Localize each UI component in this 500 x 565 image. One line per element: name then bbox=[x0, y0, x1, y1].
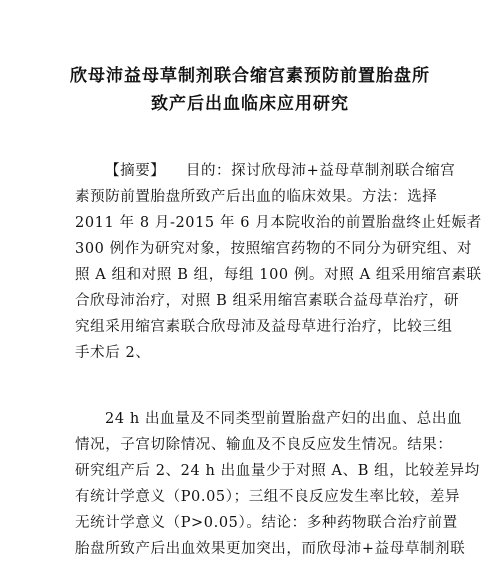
abstract-line: 合欣母沛治疗，对照 B 组采用缩宫素联合益母草治疗，研 bbox=[75, 293, 460, 309]
title-line-2: 致产后出血临床应用研究 bbox=[151, 94, 349, 114]
abstract-line: 2011 年 8 月-2015 年 6 月本院收治的前置胎盘终止妊娠者 bbox=[75, 215, 482, 231]
body-line: 24 h 出血量及不同类型前置胎盘产妇的出血、总出血 bbox=[105, 411, 463, 427]
body-line: 研究组产后 2、24 h 出血量少于对照 A、B 组，比较差异均 bbox=[75, 463, 480, 479]
body-line: 有统计学意义（P0.05）；三组不良反应发生率比较，差异 bbox=[75, 489, 461, 505]
body-line: 胎盘所致产后出血效果更加突出，而欣母沛+益母草制剂联 bbox=[75, 541, 466, 557]
title-line-1: 欣母沛益母草制剂联合缩宫素预防前置胎盘所 bbox=[70, 66, 430, 86]
abstract-line: 照 A 组和对照 B 组，每组 100 例。对照 A 组采用缩宫素联 bbox=[75, 267, 482, 283]
body-line: 无统计学意义（P>0.05）。结论：多种药物联合治疗前置 bbox=[75, 515, 458, 531]
abstract-line: 300 例作为研究对象，按照缩宫药物的不同分为研究组、对 bbox=[75, 241, 473, 257]
abstract-first-line bbox=[105, 158, 455, 184]
abstract-line: 手术后 2、 bbox=[75, 345, 151, 361]
abstract-text: 目的：探讨欣母沛+益母草制剂联合缩宫 bbox=[185, 163, 456, 179]
abstract-line: 素预防前置胎盘所致产后出血的临床效果。方法：选择 bbox=[75, 189, 438, 205]
abstract-label: 【摘要】 bbox=[105, 163, 166, 179]
abstract-line: 究组采用缩宫素联合欣母沛及益母草进行治疗，比较三组 bbox=[75, 319, 453, 335]
body-line: 情况，子宫切除情况、输血及不良反应发生情况。结果： bbox=[75, 437, 453, 453]
